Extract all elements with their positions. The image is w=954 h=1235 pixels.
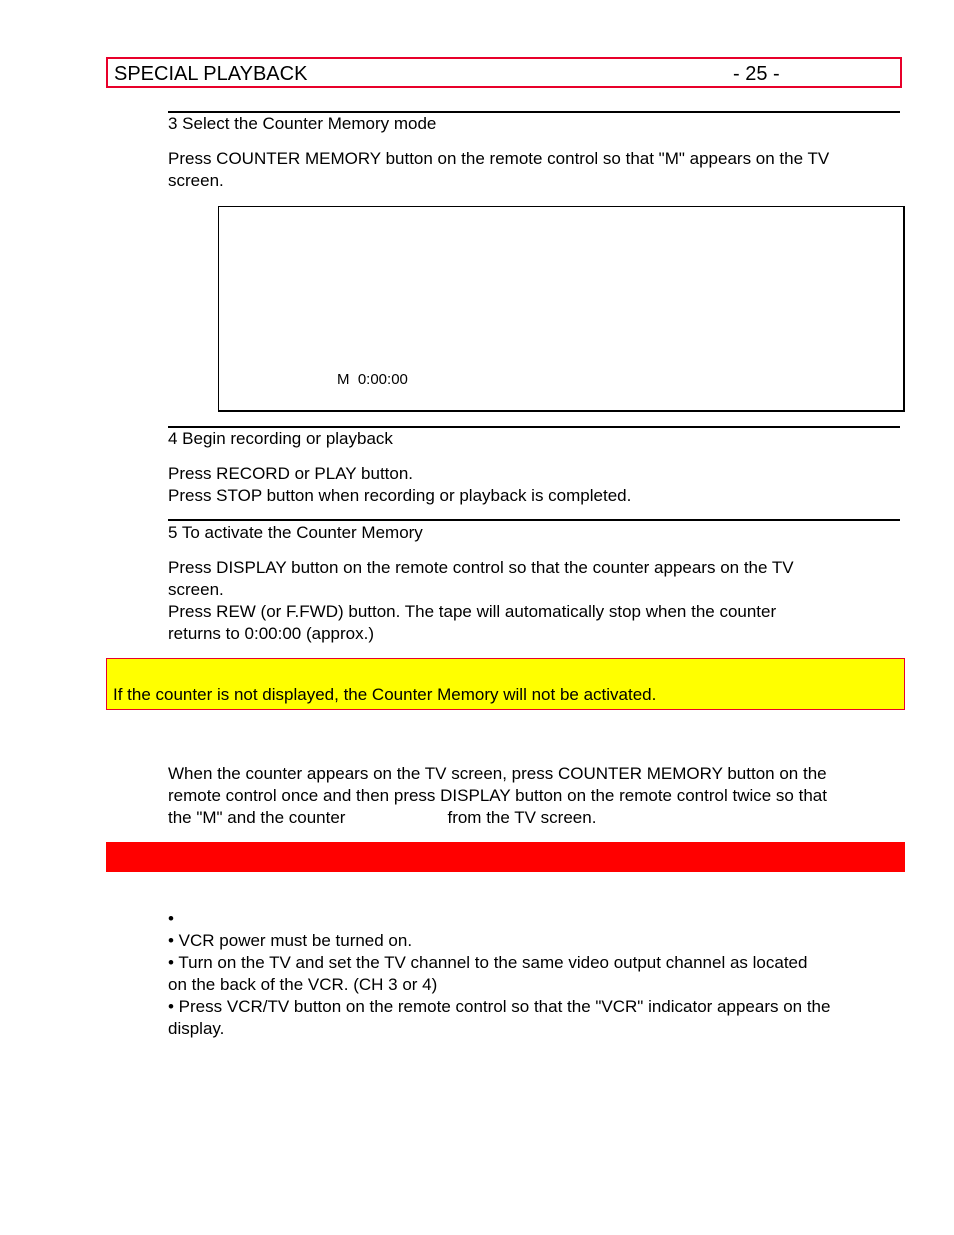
note-box xyxy=(106,658,905,710)
step4-title: 4 Begin recording or playback xyxy=(168,429,393,448)
divider-step3 xyxy=(168,111,900,113)
step5-line: Press REW (or F.FWD) button. The tape will automatically stop when the counter xyxy=(168,602,777,621)
cancel-line: When the counter appears on the TV screen, press COUNTER MEMORY button on the xyxy=(168,764,827,783)
step5-line: returns to 0:00:00 (approx.) xyxy=(168,624,375,643)
cancel-line: remote control once and then press DISPLAY button on the remote control twice so that xyxy=(168,786,827,805)
tv-screen-illustration xyxy=(218,206,905,412)
list-item: display. xyxy=(168,1019,225,1038)
list-item: • Press VCR/TV button on the remote control so that the "VCR" indicator appears on the xyxy=(168,997,831,1016)
cancel-last-line-start: the "M" and the counter xyxy=(168,808,346,827)
step3-line: Press COUNTER MEMORY button on the remote control so that "M" appears on the TV xyxy=(168,149,830,168)
divider-step5 xyxy=(168,519,900,521)
step3-instructions xyxy=(168,148,908,192)
cancel-last-line-end: from the TV screen. xyxy=(447,808,597,827)
step4-line: Press STOP button when recording or playback is completed. xyxy=(168,486,632,505)
list-item: • VCR power must be turned on. xyxy=(168,931,413,950)
note-text: If the counter is not displayed, the Counter Memory will not be activated. xyxy=(113,685,657,704)
page-number: - 25 - xyxy=(733,63,780,85)
list-item: on the back of the VCR. (CH 3 or 4) xyxy=(168,975,438,994)
cancel-last-line xyxy=(168,807,908,829)
list-item: • Turn on the TV and set the TV channel to the same video output channel as located xyxy=(168,953,808,972)
cancel-instructions xyxy=(168,763,908,829)
step3-title: 3 Select the Counter Memory mode xyxy=(168,114,437,133)
step4-instructions xyxy=(168,463,908,507)
section-title: SPECIAL PLAYBACK xyxy=(114,63,308,85)
step5-title: 5 To activate the Counter Memory xyxy=(168,523,423,542)
counter-memory-readout: M 0:00:00 xyxy=(337,371,408,388)
step3-line: screen. xyxy=(168,171,224,190)
list-item: • xyxy=(168,909,174,928)
step5-line: screen. xyxy=(168,580,224,599)
divider-step4 xyxy=(168,426,900,428)
page-header xyxy=(106,57,902,88)
step4-line: Press RECORD or PLAY button. xyxy=(168,464,414,483)
step5-line: Press DISPLAY button on the remote control so that the counter appears on the TV xyxy=(168,558,794,577)
requirements-list xyxy=(168,908,908,1040)
step5-instructions xyxy=(168,557,908,645)
section-bar xyxy=(106,842,905,872)
